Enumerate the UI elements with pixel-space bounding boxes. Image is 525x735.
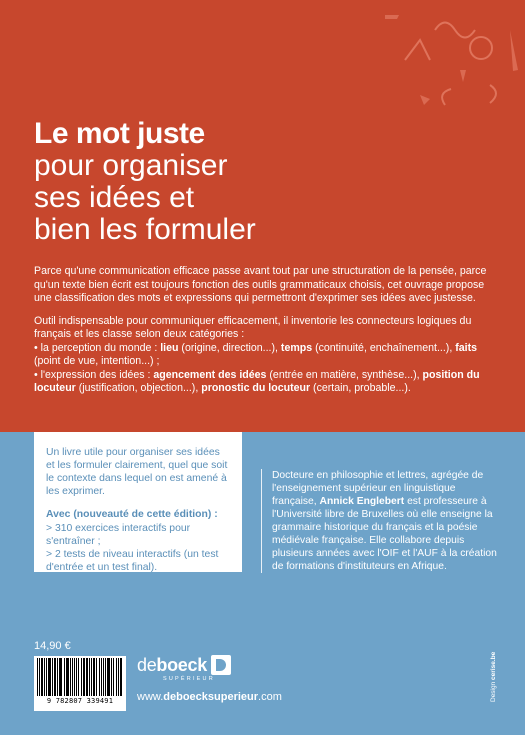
price: 14,90 € [34, 640, 71, 652]
headline-title: Le mot juste [34, 117, 205, 150]
bullet-keyword: lieu [160, 341, 179, 354]
bullet-text: (continuité, enchaînement...), [312, 341, 456, 354]
website-prefix: www. [137, 691, 164, 703]
barcode-bar [41, 658, 43, 696]
publisher-website [137, 691, 282, 703]
design-credit-name: cerise.be [490, 651, 497, 680]
publisher-d-icon [211, 655, 231, 675]
design-credit-prefix: Design [490, 679, 497, 702]
barcode-bar [93, 658, 95, 696]
publisher-subline: SUPÉRIEUR [163, 676, 215, 682]
bullet-prefix: • l'expression des idées : [34, 368, 154, 381]
barcode-bar [72, 658, 73, 696]
barcode-bar [78, 658, 79, 696]
publisher-name [137, 655, 231, 675]
bullet-keyword: faits [455, 341, 478, 354]
bullet-perception [34, 342, 477, 368]
barcode-bar [44, 658, 45, 696]
isbn-barcode [34, 656, 126, 711]
feature-item-2: > 2 tests de niveau interactifs (un test d'entrée et un test final). [46, 549, 219, 573]
barcode-bar [91, 658, 92, 696]
bullet-keyword: pronostic du locuteur [201, 382, 311, 394]
publisher-logo [137, 655, 231, 682]
barcode-bar [107, 658, 110, 696]
barcode-bar [86, 658, 89, 696]
barcode-bar [105, 658, 106, 696]
barcode-bar [37, 658, 38, 696]
barcode-bar [89, 658, 90, 696]
barcode-bar [83, 658, 85, 696]
barcode-bar [99, 658, 100, 696]
bullet-expression [34, 369, 480, 395]
bullet-keyword: temps [280, 341, 313, 354]
decorative-letters-graphic [285, 0, 525, 150]
bullet-text: (point de vue, intention...) ; [34, 355, 160, 367]
bullet-prefix: • la perception du monde : [34, 341, 161, 354]
publisher-name-prefix: de [137, 655, 157, 675]
barcode-bar [60, 658, 62, 696]
publisher-name-main: boeck [156, 655, 207, 675]
isbn-number: 9 782807 339491 [46, 697, 114, 705]
features-pitch: Un livre utile pour organiser ses idées et les formuler clairement, quel que soit le contexte dans lequel on est amené à les exprimer. [46, 447, 228, 497]
website-domain: deboecksuperieur [163, 691, 259, 703]
barcode-bar [64, 658, 65, 696]
barcode-bar [76, 658, 77, 696]
intro-lead: Outil indispensable pour communiquer efficacement, il inventorie les connecteurs logiques du français et les classe selon deux catégories : [34, 314, 472, 340]
barcode-bar [52, 658, 53, 696]
barcode-bar [59, 658, 60, 696]
barcode-bar [74, 658, 76, 696]
features-heading: Avec (nouveauté de cette édition) : [46, 509, 218, 520]
author-bio [261, 469, 497, 573]
author-bio-text: Docteure en philosophie et lettres, agrégée de l'enseignement supérieur en linguistique française, [272, 470, 484, 507]
barcode-bar [96, 658, 97, 696]
bullet-keyword: agencement des idées [153, 368, 267, 381]
barcode-bar [113, 658, 114, 696]
bullet-text: (certain, probable...). [310, 382, 411, 394]
barcode-bar [111, 658, 112, 696]
barcode-bar [118, 658, 119, 696]
headline-line-2: ses idées et [34, 181, 195, 214]
bullet-keyword: position du locuteur [34, 368, 480, 394]
headline-line-3: bien les formuler [34, 213, 256, 246]
barcode-bars [37, 658, 123, 696]
intro-text [34, 265, 496, 405]
bullet-text: (entrée en matière, synthèse...), [266, 368, 423, 381]
headline-block [34, 118, 256, 246]
barcode-bar [116, 658, 118, 696]
barcode-bar [81, 658, 82, 696]
intro-paragraph-2 [34, 315, 496, 396]
barcode-bar [54, 658, 56, 696]
bullet-text: (origine, direction...), [178, 341, 281, 354]
author-bio-text: est professeure à l'Université libre de Bruxelles où elle enseigne la grammaire historique du français et la poésie médiévale française. Elle collabore depuis plusieurs années avec l'OIF et l'AUF à la création de formations d'instituteurs en Afrique. [272, 496, 497, 572]
barcode-bar [57, 658, 58, 696]
barcode-bar [101, 658, 103, 696]
barcode-bar [48, 658, 51, 696]
headline-line-1: pour organiser [34, 149, 228, 182]
features-box [34, 432, 242, 572]
feature-item-1: > 310 exercices interactifs pour s'entraîner ; [46, 523, 191, 547]
design-credit [490, 652, 497, 702]
barcode-bar [103, 658, 104, 696]
barcode-bar [120, 658, 122, 696]
website-suffix: .com [258, 691, 282, 703]
author-name: Annick Englebert [319, 496, 405, 507]
barcode-bar [66, 658, 69, 696]
barcode-bar [39, 658, 40, 696]
barcode-bar [70, 658, 71, 696]
intro-paragraph-1: Parce qu'une communication efficace passe avant tout par une structuration de la pensée, parce qu'un texte bien écrit est toujours fonction des outils grammaticaux choisis, cet ouvrage propose une classification des mots et expressions qui permettront d'exprimer ses idées avec justesse. [34, 265, 487, 304]
bullet-text: (justification, objection...), [75, 382, 202, 394]
barcode-bar [46, 658, 47, 696]
